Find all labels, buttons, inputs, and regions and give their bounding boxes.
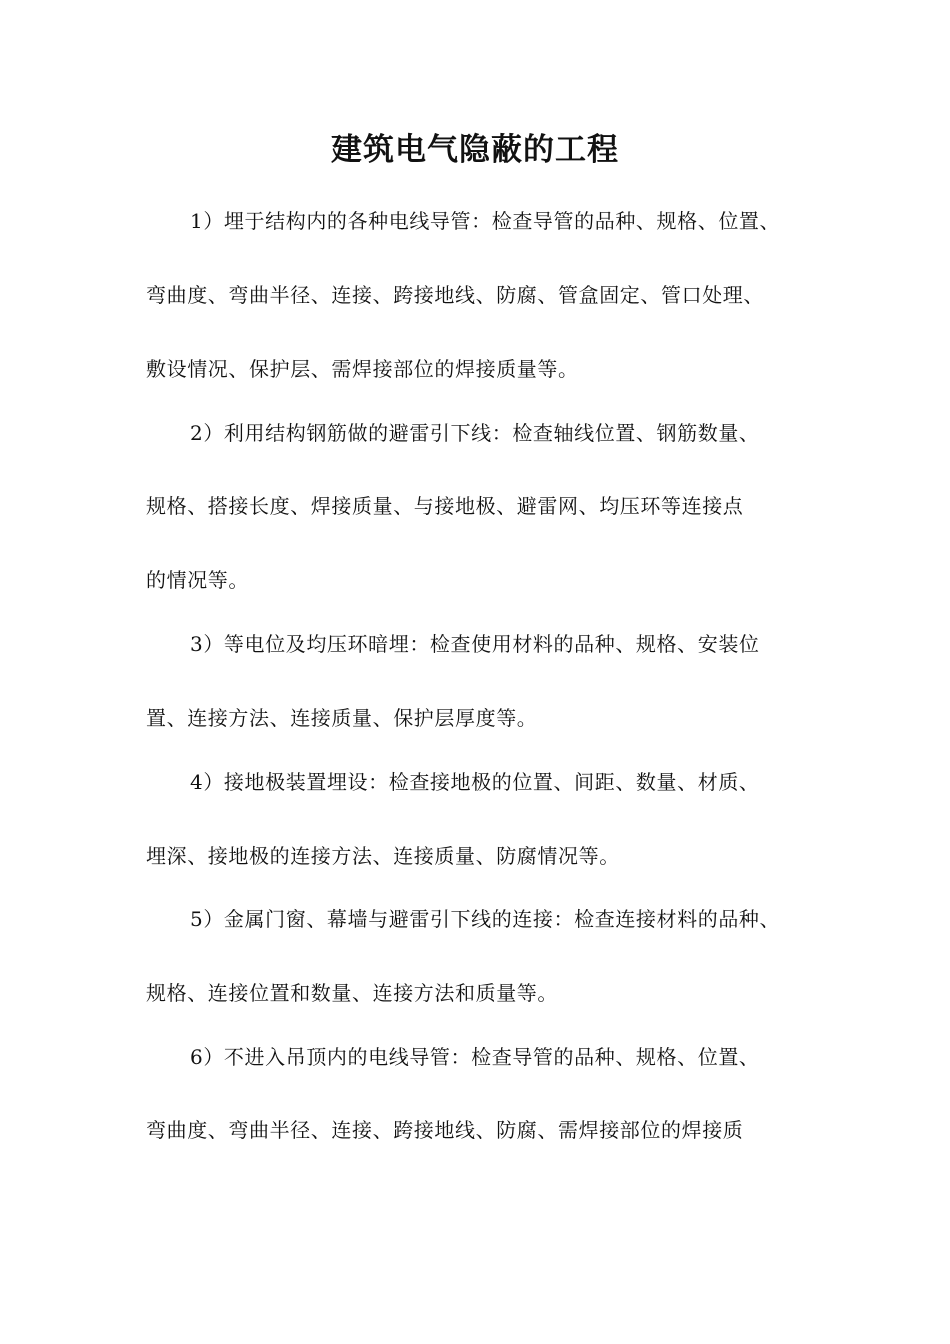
paragraph-2-line-1: 2）利用结构钢筋做的避雷引下线：检查轴线位置、钢筋数量、 (190, 421, 760, 445)
paragraph-5-line-2: 规格、连接位置和数量、连接方法和质量等。 (146, 981, 558, 1005)
document-title: 建筑电气隐蔽的工程 (331, 132, 619, 168)
paragraph-2-line-2: 规格、搭接长度、焊接质量、与接地极、避雷网、均压环等连接点 (146, 494, 744, 518)
paragraph-6-line-1: 6）不进入吊顶内的电线导管：检查导管的品种、规格、位置、 (190, 1045, 760, 1069)
paragraph-4-line-2: 埋深、接地极的连接方法、连接质量、防腐情况等。 (146, 844, 620, 868)
paragraph-3-line-2: 置、连接方法、连接质量、保护层厚度等。 (146, 706, 538, 730)
paragraph-3-line-1: 3）等电位及均压环暗埋：检查使用材料的品种、规格、安装位 (190, 632, 760, 656)
paragraph-1-line-2: 弯曲度、弯曲半径、连接、跨接地线、防腐、管盒固定、管口处理、 (146, 283, 764, 307)
paragraph-1-line-3: 敷设情况、保护层、需焊接部位的焊接质量等。 (146, 357, 579, 381)
paragraph-4-line-1: 4）接地极装置埋设：检查接地极的位置、间距、数量、材质、 (190, 770, 760, 794)
paragraph-6-line-2: 弯曲度、弯曲半径、连接、跨接地线、防腐、需焊接部位的焊接质 (146, 1118, 744, 1142)
paragraph-2-line-3: 的情况等。 (146, 568, 249, 592)
paragraph-1-line-1: 1）埋于结构内的各种电线导管：检查导管的品种、规格、位置、 (190, 209, 781, 233)
paragraph-5-line-1: 5）金属门窗、幕墙与避雷引下线的连接：检查连接材料的品种、 (190, 907, 781, 931)
